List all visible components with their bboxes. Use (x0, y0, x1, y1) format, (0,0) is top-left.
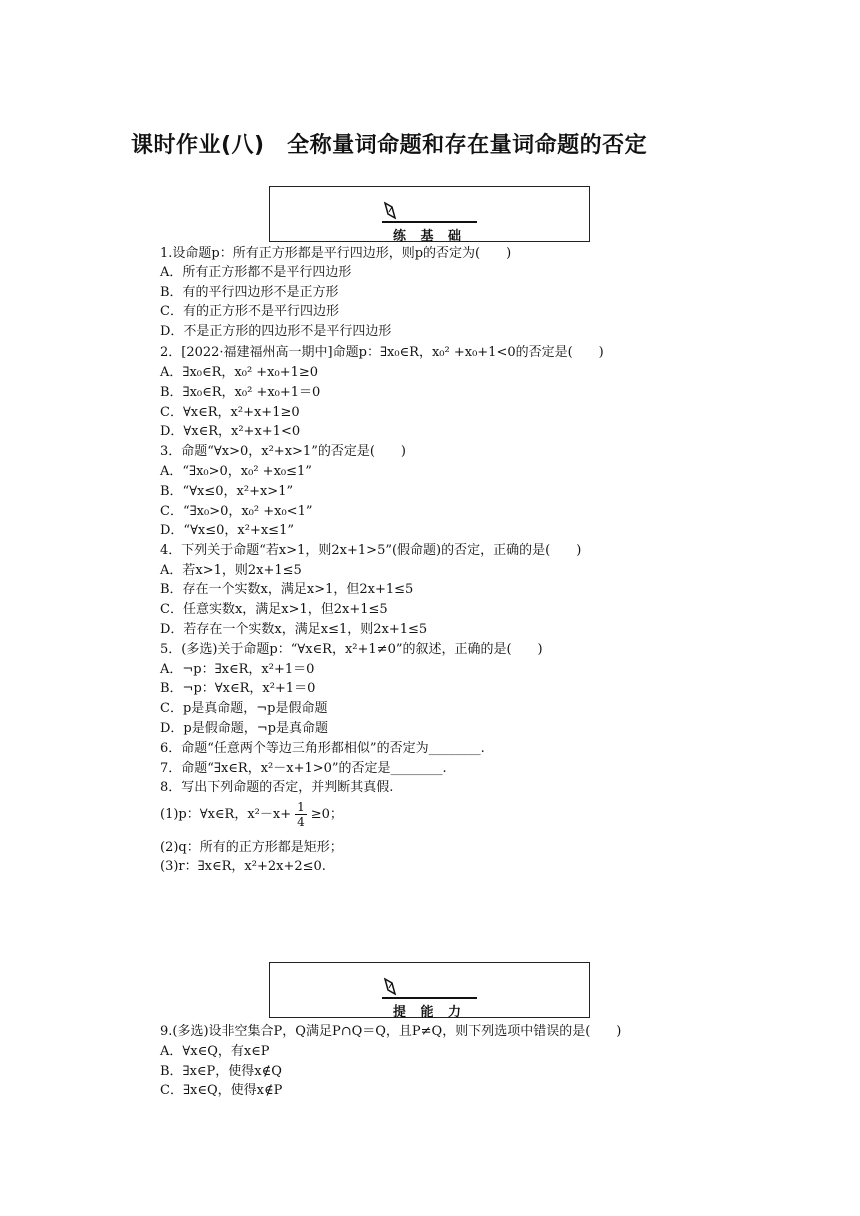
question-line: 6．命题“任意两个等边三角形都相似”的否定为________. (160, 741, 485, 756)
question-line: C．∃x∈Q，使得x∉P (160, 1083, 283, 1098)
question-line: D．“∀x≤0，x²+x≤1” (160, 523, 294, 538)
question-line: 8．写出下列命题的否定，并判断其真假. (160, 780, 394, 795)
question-line: A．∃x₀∈R，x₀² +x₀+1≥0 (160, 365, 319, 380)
question-line: B．“∀x≤0，x²+x>1” (160, 484, 294, 499)
q8-part-r: (3)r：∃x∈R，x²+2x+2≤0. (160, 859, 326, 874)
q8-p-prefix: (1)p：∀x∈R，x²－x+ (160, 807, 292, 822)
question-line: C．有的正方形不是平行四边形 (160, 304, 339, 319)
q8-part-p (160, 800, 343, 829)
question-line: C．“∃x₀>0，x₀² +x₀<1” (160, 504, 313, 519)
section-header-basic (269, 186, 590, 242)
question-line: 7．命题“∃x∈R，x²－x+1>0”的否定是________. (160, 761, 447, 776)
question-line: C．∀x∈R，x²+x+1≥0 (160, 405, 300, 420)
question-line: 2．[2022·福建福州高一期中]命题p：∃x₀∈R，x₀² +x₀+1<0的否定是( ) (160, 345, 604, 360)
question-line: B．有的平行四边形不是正方形 (160, 285, 339, 300)
question-line: B．存在一个实数x，满足x>1，但2x+1≤5 (160, 582, 414, 597)
question-line: D．p是假命题，¬p是真命题 (160, 721, 328, 736)
section-rule (382, 997, 477, 999)
pen-icon (382, 977, 400, 997)
question-line: D．若存在一个实数x，满足x≤1，则2x+1≤5 (160, 622, 428, 637)
fraction (295, 800, 307, 829)
question-line: B．∃x₀∈R，x₀² +x₀+1＝0 (160, 385, 321, 400)
q8-part-q: (2)q：所有的正方形都是矩形； (160, 840, 343, 855)
question-line: 1.设命题p：所有正方形都是平行四边形，则p的否定为( ) (160, 246, 512, 261)
question-line: A．“∃x₀>0，x₀² +x₀≤1” (160, 464, 312, 479)
section-rule (382, 221, 477, 223)
question-line: 9.(多选)设非空集合P，Q满足P∩Q＝Q，且P≠Q，则下列选项中错误的是( ) (160, 1024, 622, 1039)
q8-p-suffix: ≥0； (310, 807, 343, 822)
question-line: D．∀x∈R，x²+x+1<0 (160, 424, 301, 439)
question-line: C．p是真命题，¬p是假命题 (160, 701, 328, 716)
question-line: B．¬p：∀x∈R，x²+1＝0 (160, 681, 316, 696)
section-header-advanced (269, 962, 590, 1018)
question-line: B．∃x∈P，使得x∉Q (160, 1064, 282, 1079)
question-line: 3．命题“∀x>0，x²+x>1”的否定是( ) (160, 444, 406, 459)
question-line: C．任意实数x，满足x>1，但2x+1≤5 (160, 602, 388, 617)
fraction-denominator: 4 (297, 815, 305, 829)
question-line: D．不是正方形的四边形不是平行四边形 (160, 324, 392, 339)
question-line: A．∀x∈Q，有x∈P (160, 1044, 270, 1059)
section-label: 练 基 础 (392, 229, 467, 244)
page-title: 课时作业(八) 全称量词命题和存在量词命题的否定 (131, 133, 648, 158)
fraction-numerator: 1 (297, 800, 305, 814)
section-label: 提 能 力 (392, 1005, 467, 1020)
question-line: A．若x>1，则2x+1≤5 (160, 563, 302, 578)
question-line: 5．(多选)关于命题p：“∀x∈R，x²+1≠0”的叙述，正确的是( ) (160, 642, 543, 657)
question-line: 4．下列关于命题“若x>1，则2x+1>5”(假命题)的否定，正确的是( ) (160, 543, 582, 558)
pen-icon (382, 201, 400, 221)
question-line: A．¬p：∃x∈R，x²+1＝0 (160, 662, 315, 677)
question-line: A．所有正方形都不是平行四边形 (160, 265, 352, 280)
